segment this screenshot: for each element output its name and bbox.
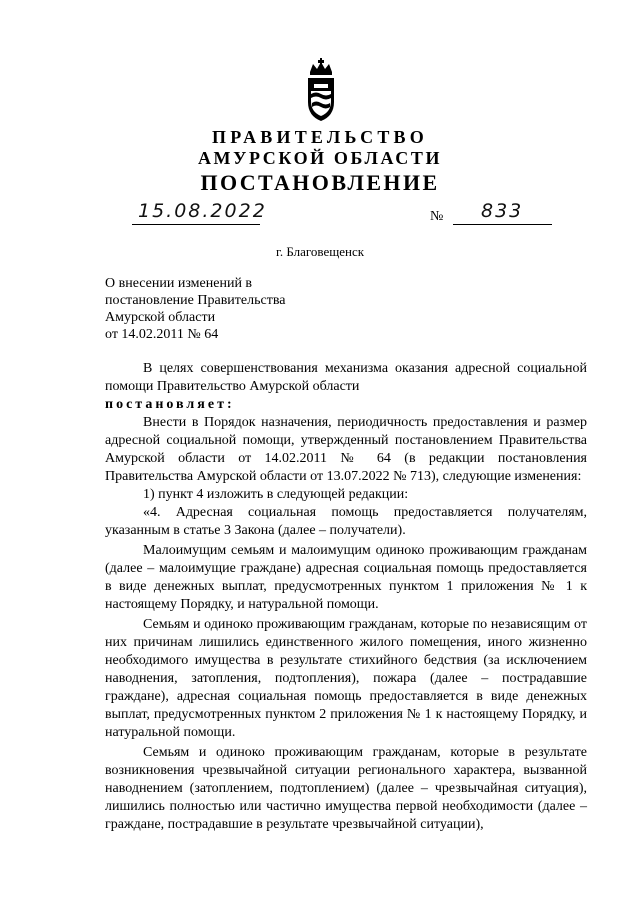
handwritten-number: 833 bbox=[481, 200, 524, 222]
body-text bbox=[105, 360, 587, 834]
subject-line: О внесении изменений в bbox=[105, 276, 253, 291]
number-underline bbox=[453, 224, 552, 225]
government-name-line2: АМУРСКОЙ ОБЛАСТИ bbox=[197, 148, 443, 168]
paragraph-amendment: Внести в Порядок назначения, периодичность предоставления и размер адресной социальной помощи, утвержденный постановлением Правительства Амурской области от 14.02.2011 № 64 (в редакции постановления Правительства Амурской области от 13.07.2022 № 713), следующие изменения: bbox=[105, 415, 587, 484]
date-underline bbox=[132, 224, 260, 225]
paragraph-point-4: «4. Адресная социальная помощь предоставляется получателям, указанным в статье 3 Закона (далее – получатели). bbox=[105, 505, 587, 538]
paragraph-low-income: Малоимущим семьям и малоимущим одиноко проживающим гражданам (далее – малоимущие граждане) адресная социальная помощь предоставляется в виде денежных выплат, предусмотренных пунктом 1 приложения № 1 к настоящему Порядку, и натуральной помощи. bbox=[105, 543, 587, 612]
decree-word: постановляет: bbox=[105, 397, 235, 412]
amur-coat-of-arms-icon bbox=[305, 58, 337, 122]
paragraph-item-1: 1) пункт 4 изложить в следующей редакции: bbox=[143, 487, 409, 502]
subject-block bbox=[105, 275, 285, 343]
subject-line: постановление Правительства bbox=[105, 293, 286, 308]
number-label: № bbox=[430, 209, 444, 224]
handwritten-date: 15.08.2022 bbox=[138, 200, 267, 222]
paragraph-affected-citizens: Семьям и одиноко проживающим гражданам, которые по независящим от них причинам лишились единственного жилого помещения, иного жизненно необходимого имущества в результате стихийного бедствия (за исключением наводнения, затопления, подтопления), пожара (далее – пострадавшие граждане), адресная социальная помощь предоставляется в виде денежных выплат, предусмотренных пунктом 2 приложения № 1 к настоящему Порядку, и натуральной помощи. bbox=[105, 617, 587, 740]
government-name-line1: ПРАВИТЕЛЬСТВО bbox=[212, 127, 428, 147]
city-line: г. Благовещенск bbox=[275, 244, 365, 259]
subject-line: Амурской области bbox=[105, 310, 216, 325]
document-type-title: ПОСТАНОВЛЕНИЕ bbox=[200, 170, 440, 195]
subject-line: от 14.02.2011 № 64 bbox=[105, 327, 219, 342]
paragraph-emergency: Семьям и одиноко проживающим гражданам, которые в результате возникновения чрезвычайной ситуации регионального характера, вызванной наводнением (затоплением, подтоплением) (далее – чрезвычайная ситуация), лишились полностью или частично имущества первой необходимости (далее – граждане, пострадавшие в результате чрезвычайной ситуации), bbox=[105, 745, 587, 832]
intro-paragraph: В целях совершенствования механизма оказания адресной социальной помощи Правительство Амурской области bbox=[105, 361, 587, 394]
